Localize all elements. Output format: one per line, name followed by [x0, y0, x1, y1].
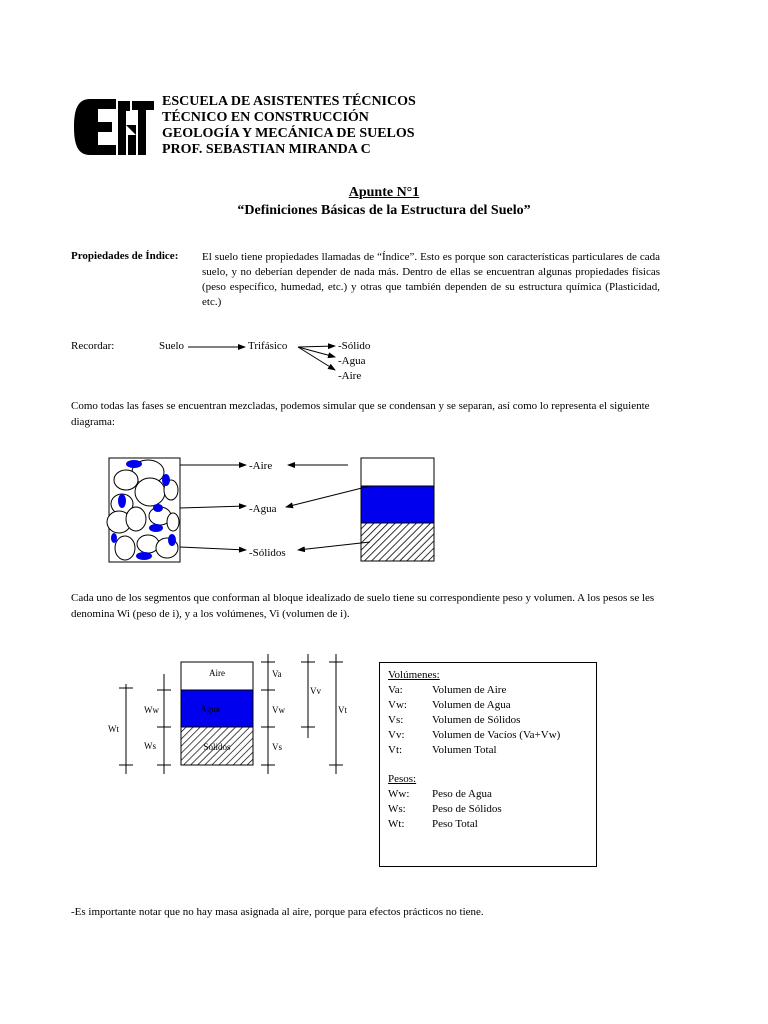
recall-aire: -Aire	[338, 370, 362, 382]
label-ww: Ww	[144, 705, 159, 715]
block-label-aire: Aire	[209, 668, 225, 678]
label-vv: Vv	[310, 686, 321, 696]
recall-solido: -Sólido	[338, 340, 371, 352]
label-vs: Vs	[272, 742, 283, 752]
recall-suelo: Suelo	[159, 340, 185, 352]
separated-phases-box	[361, 458, 434, 561]
legend-value: Volumen Total	[432, 744, 497, 756]
legend-key: Vw:	[388, 699, 407, 711]
legend-key: Wt:	[388, 818, 405, 830]
legend-key: Ww:	[388, 788, 410, 800]
header-line-2: TÉCNICO EN CONSTRUCCIÓN	[162, 110, 369, 125]
legend-value: Volumen de Vacíos (Va+Vw)	[432, 729, 561, 741]
school-logo	[72, 95, 156, 161]
school-header	[162, 94, 416, 158]
header-line-4: PROF. SEBASTIAN MIRANDA C	[162, 142, 371, 157]
diagram-label-agua: -Agua	[249, 503, 277, 515]
air-mass-note: -Es importante notar que no hay masa asignada al aire, porque para efectos prácticos no tiene.	[71, 906, 484, 918]
phase-separation-diagram	[100, 450, 440, 570]
label-vw: Vw	[272, 705, 285, 715]
block-label-solidos: Sólidos	[203, 742, 231, 752]
legend-value: Peso Total	[432, 818, 478, 830]
legend-key: Ws:	[388, 803, 406, 815]
label-vt: Vt	[338, 705, 347, 715]
label-ws: Ws	[144, 741, 156, 751]
recall-label: Recordar:	[71, 340, 115, 352]
weights-title: Pesos:	[388, 773, 417, 785]
recall-arrows	[185, 340, 345, 380]
legend-key: Vv:	[388, 729, 405, 741]
volumes-title: Volúmenes:	[388, 669, 440, 681]
recall-trifasico: Trifásico	[248, 340, 288, 352]
legend-box	[379, 662, 597, 867]
legend-key: Va:	[388, 684, 403, 696]
label-va: Va	[272, 669, 282, 679]
document-subtitle: “Definiciones Básicas de la Estructura del Suelo”	[237, 203, 531, 218]
mixed-soil-box	[107, 458, 180, 562]
document-title: Apunte N°1	[348, 185, 420, 200]
block-label-agua: Agua	[200, 704, 220, 714]
diagram-label-solidos: -Sólidos	[249, 547, 286, 559]
legend-key: Vt:	[388, 744, 403, 756]
legend-value: Peso de Sólidos	[432, 803, 502, 815]
legend-value: Volumen de Agua	[432, 699, 511, 711]
legend-key: Vs:	[388, 714, 404, 726]
header-line-3: GEOLOGÍA Y MECÁNICA DE SUELOS	[162, 126, 415, 141]
diagram-label-aire: -Aire	[249, 460, 273, 472]
phase-weight-volume-diagram	[100, 650, 360, 775]
legend-value: Volumen de Aire	[432, 684, 507, 696]
label-wt: Wt	[108, 724, 119, 734]
index-properties-text: El suelo tiene propiedades llamadas de “Índice”. Esto es porque son características particulares de cada suelo, y no deberían depender de nada más. Dentro de ellas se encuentran algunas propiedades físicas (peso específico, humedad, etc.) y otras que también dependen de su estructura química (Plasticidad, etc.)	[202, 251, 660, 308]
recall-agua: -Agua	[338, 355, 366, 367]
segments-paragraph: Cada uno de los segmentos que conforman al bloque idealizado de suelo tiene su correspondiente peso y volumen. A los pesos se les denomina Wi (peso de i), y a los volúmenes, Vi (volumen de i).	[71, 592, 655, 620]
intro-paragraph: Como todas las fases se encuentran mezcladas, podemos simular que se condensan y se separan, así como lo representa el siguiente diagrama:	[71, 400, 650, 428]
index-properties-label: Propiedades de Índice:	[71, 250, 179, 262]
legend-value: Peso de Agua	[432, 788, 492, 800]
header-line-1: ESCUELA DE ASISTENTES TÉCNICOS	[162, 94, 416, 109]
legend-value: Volumen de Sólidos	[432, 714, 521, 726]
